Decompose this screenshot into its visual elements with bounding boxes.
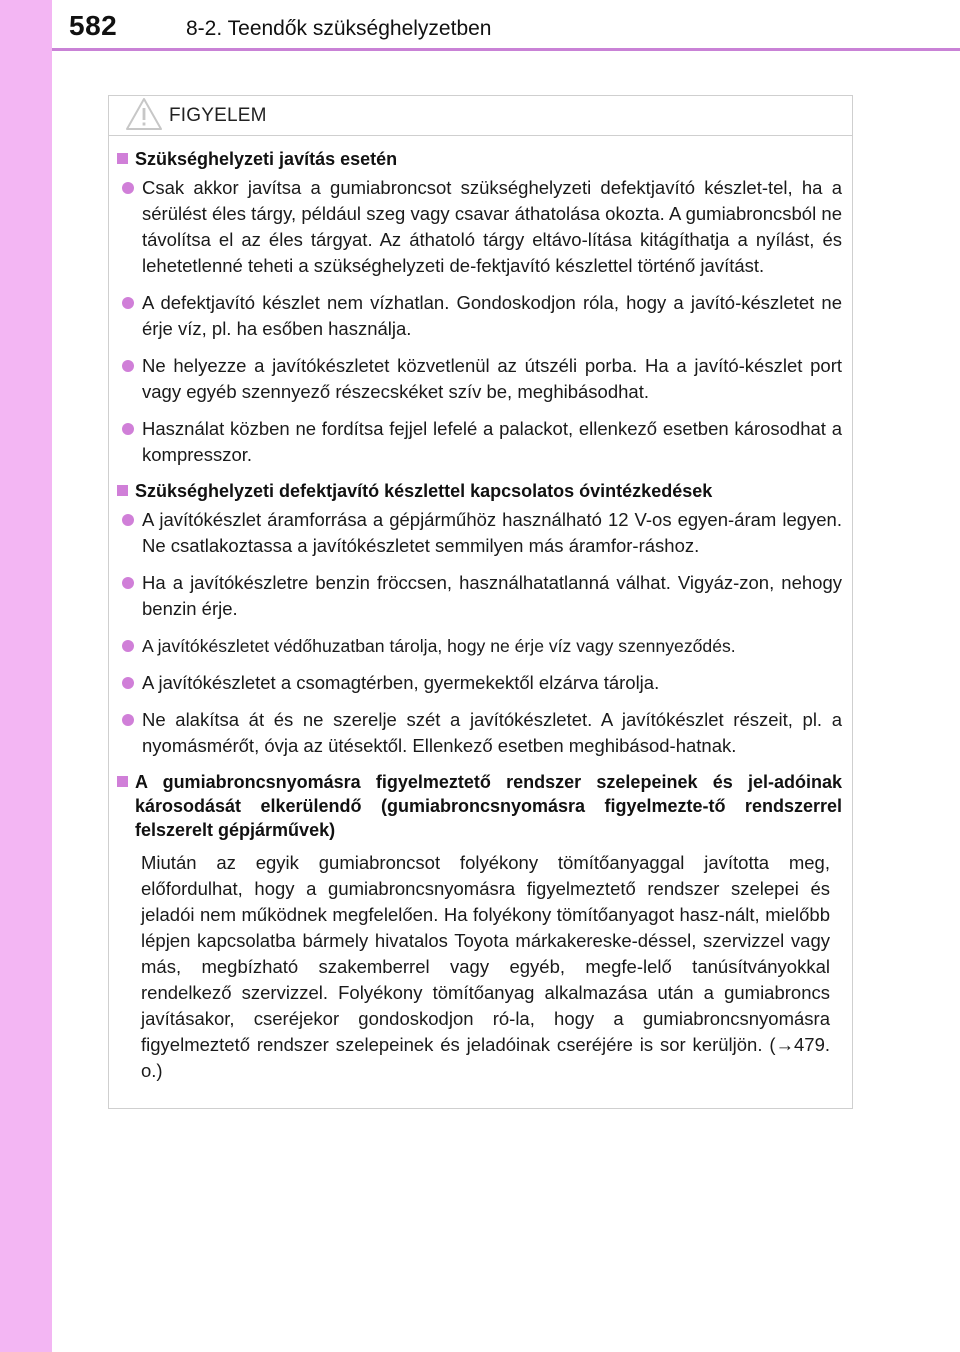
list-item [117,416,842,468]
round-bullet-icon [122,677,134,689]
warning-triangle-icon [125,97,163,131]
warning-body [109,137,852,1084]
warning-box [108,95,853,1109]
list-item [117,670,842,696]
list-item [117,353,842,405]
section-heading-text: Szükséghelyzeti javítás esetén [135,149,398,169]
warning-label: FIGYELEM [169,105,267,126]
list-item [117,290,842,342]
list-item [117,570,842,622]
list-item-text: Ha a javítókészletre benzin fröccsen, használhatatlanná válhat. Vigyáz-zon, nehogy benzin érje. [142,572,842,619]
header-rule [52,48,960,51]
list-item-text: Ne helyezze a javítókészletet közvetlenül az útszéli porba. Ha a javító-készlet port vagy egyéb szennyező részecskéket szív be, meghibásodhat. [142,355,842,402]
list-item-text: A javítókészletet védőhuzatban tárolja, hogy ne érje víz vagy szennyeződés. [142,636,736,656]
list-item-text: Csak akkor javítsa a gumiabroncsot szükséghelyzeti defektjavító készlet-tel, ha a sérülést éles tárgy, például szeg vagy csavar áthatolása okozta. A gumiabroncsból ne távolítsa el az éles tárgyat. Az áthatoló tárgy eltávo-lítása kitágíthatja a nyílást, és lehetetlenné teheti a szükséghelyzeti de-fektjavító készlettel történő javítást. [142,177,842,276]
section-paragraph: Miután az egyik gumiabroncsot folyékony tömítőanyaggal javította meg, előfordulhat, hogy a gumiabroncsnyomásra figyelmeztető rendszer szelepei és jeladói nem működnek megfelelően. Ha folyékony tömítőanyagot hasz-nált, mielőbb lépjen kapcsolatba bármely hivatalos Toyota márkakereske-déssel, szervizzel vagy más, megbízható szakemberrel vagy egyéb, megfe-lelő tanúsítványokkal rendelkező szervizzel. Folyékony tömítőanyag alkalmazása után a gumiabroncs javításakor, cseréjekor gondoskodjon ró-la, hogy a gumiabroncsnyomásra figyelmeztető rendszer szelepeinek és jeladóinak cseréjére is sor kerüljön. (→479. o.) [141,852,830,1081]
section-heading-text: A gumiabroncsnyomásra figyelmeztető rendszer szelepeinek és jel-adóinak károsodását elkerülendő (gumiabroncsnyomásra figyelmezte-tő rendszerrel felszerelt gépjárművek) [135,772,842,840]
round-bullet-icon [122,514,134,526]
square-bullet-icon [117,153,128,164]
section-title: 8-2. Teendők szükséghelyzetben [186,17,492,40]
section-heading [117,147,842,171]
side-strip [0,0,52,1352]
square-bullet-icon [117,485,128,496]
list-item-text: Használat közben ne fordítsa fejjel lefelé a palackot, ellenkező esetben károsodhat a kompresszor. [142,418,842,465]
round-bullet-icon [122,640,134,652]
list-item [117,175,842,279]
round-bullet-icon [122,360,134,372]
section-heading [117,479,842,503]
page-header [52,0,960,78]
section-heading [117,770,842,842]
round-bullet-icon [122,297,134,309]
list-item [117,707,842,759]
page-number: 582 [69,10,118,41]
list-item-text: Ne alakítsa át és ne szerelje szét a javítókészletet. A javítókészlet részeit, pl. a nyomásmérőt, óvja az ütésektől. Ellenkező esetben meghibásod-hatnak. [142,709,842,756]
round-bullet-icon [122,577,134,589]
list-item-text: A javítókészletet a csomagtérben, gyermekektől elzárva tárolja. [142,672,660,693]
section-heading-text: Szükséghelyzeti defektjavító készlettel kapcsolatos óvintézkedések [135,481,713,501]
list-item-text: A javítókészlet áramforrása a gépjárműhöz használható 12 V-os egyen-áram legyen. Ne csatlakoztassa a javítókészletet semmilyen más áramfor-ráshoz. [142,509,842,556]
list-item [117,507,842,559]
square-bullet-icon [117,776,128,787]
round-bullet-icon [122,714,134,726]
list-item [117,633,842,659]
warning-header [109,96,852,136]
round-bullet-icon [122,182,134,194]
list-item-text: A defektjavító készlet nem vízhatlan. Gondoskodjon róla, hogy a javító-készletet ne érje víz, pl. ha esőben használja. [142,292,842,339]
round-bullet-icon [122,423,134,435]
